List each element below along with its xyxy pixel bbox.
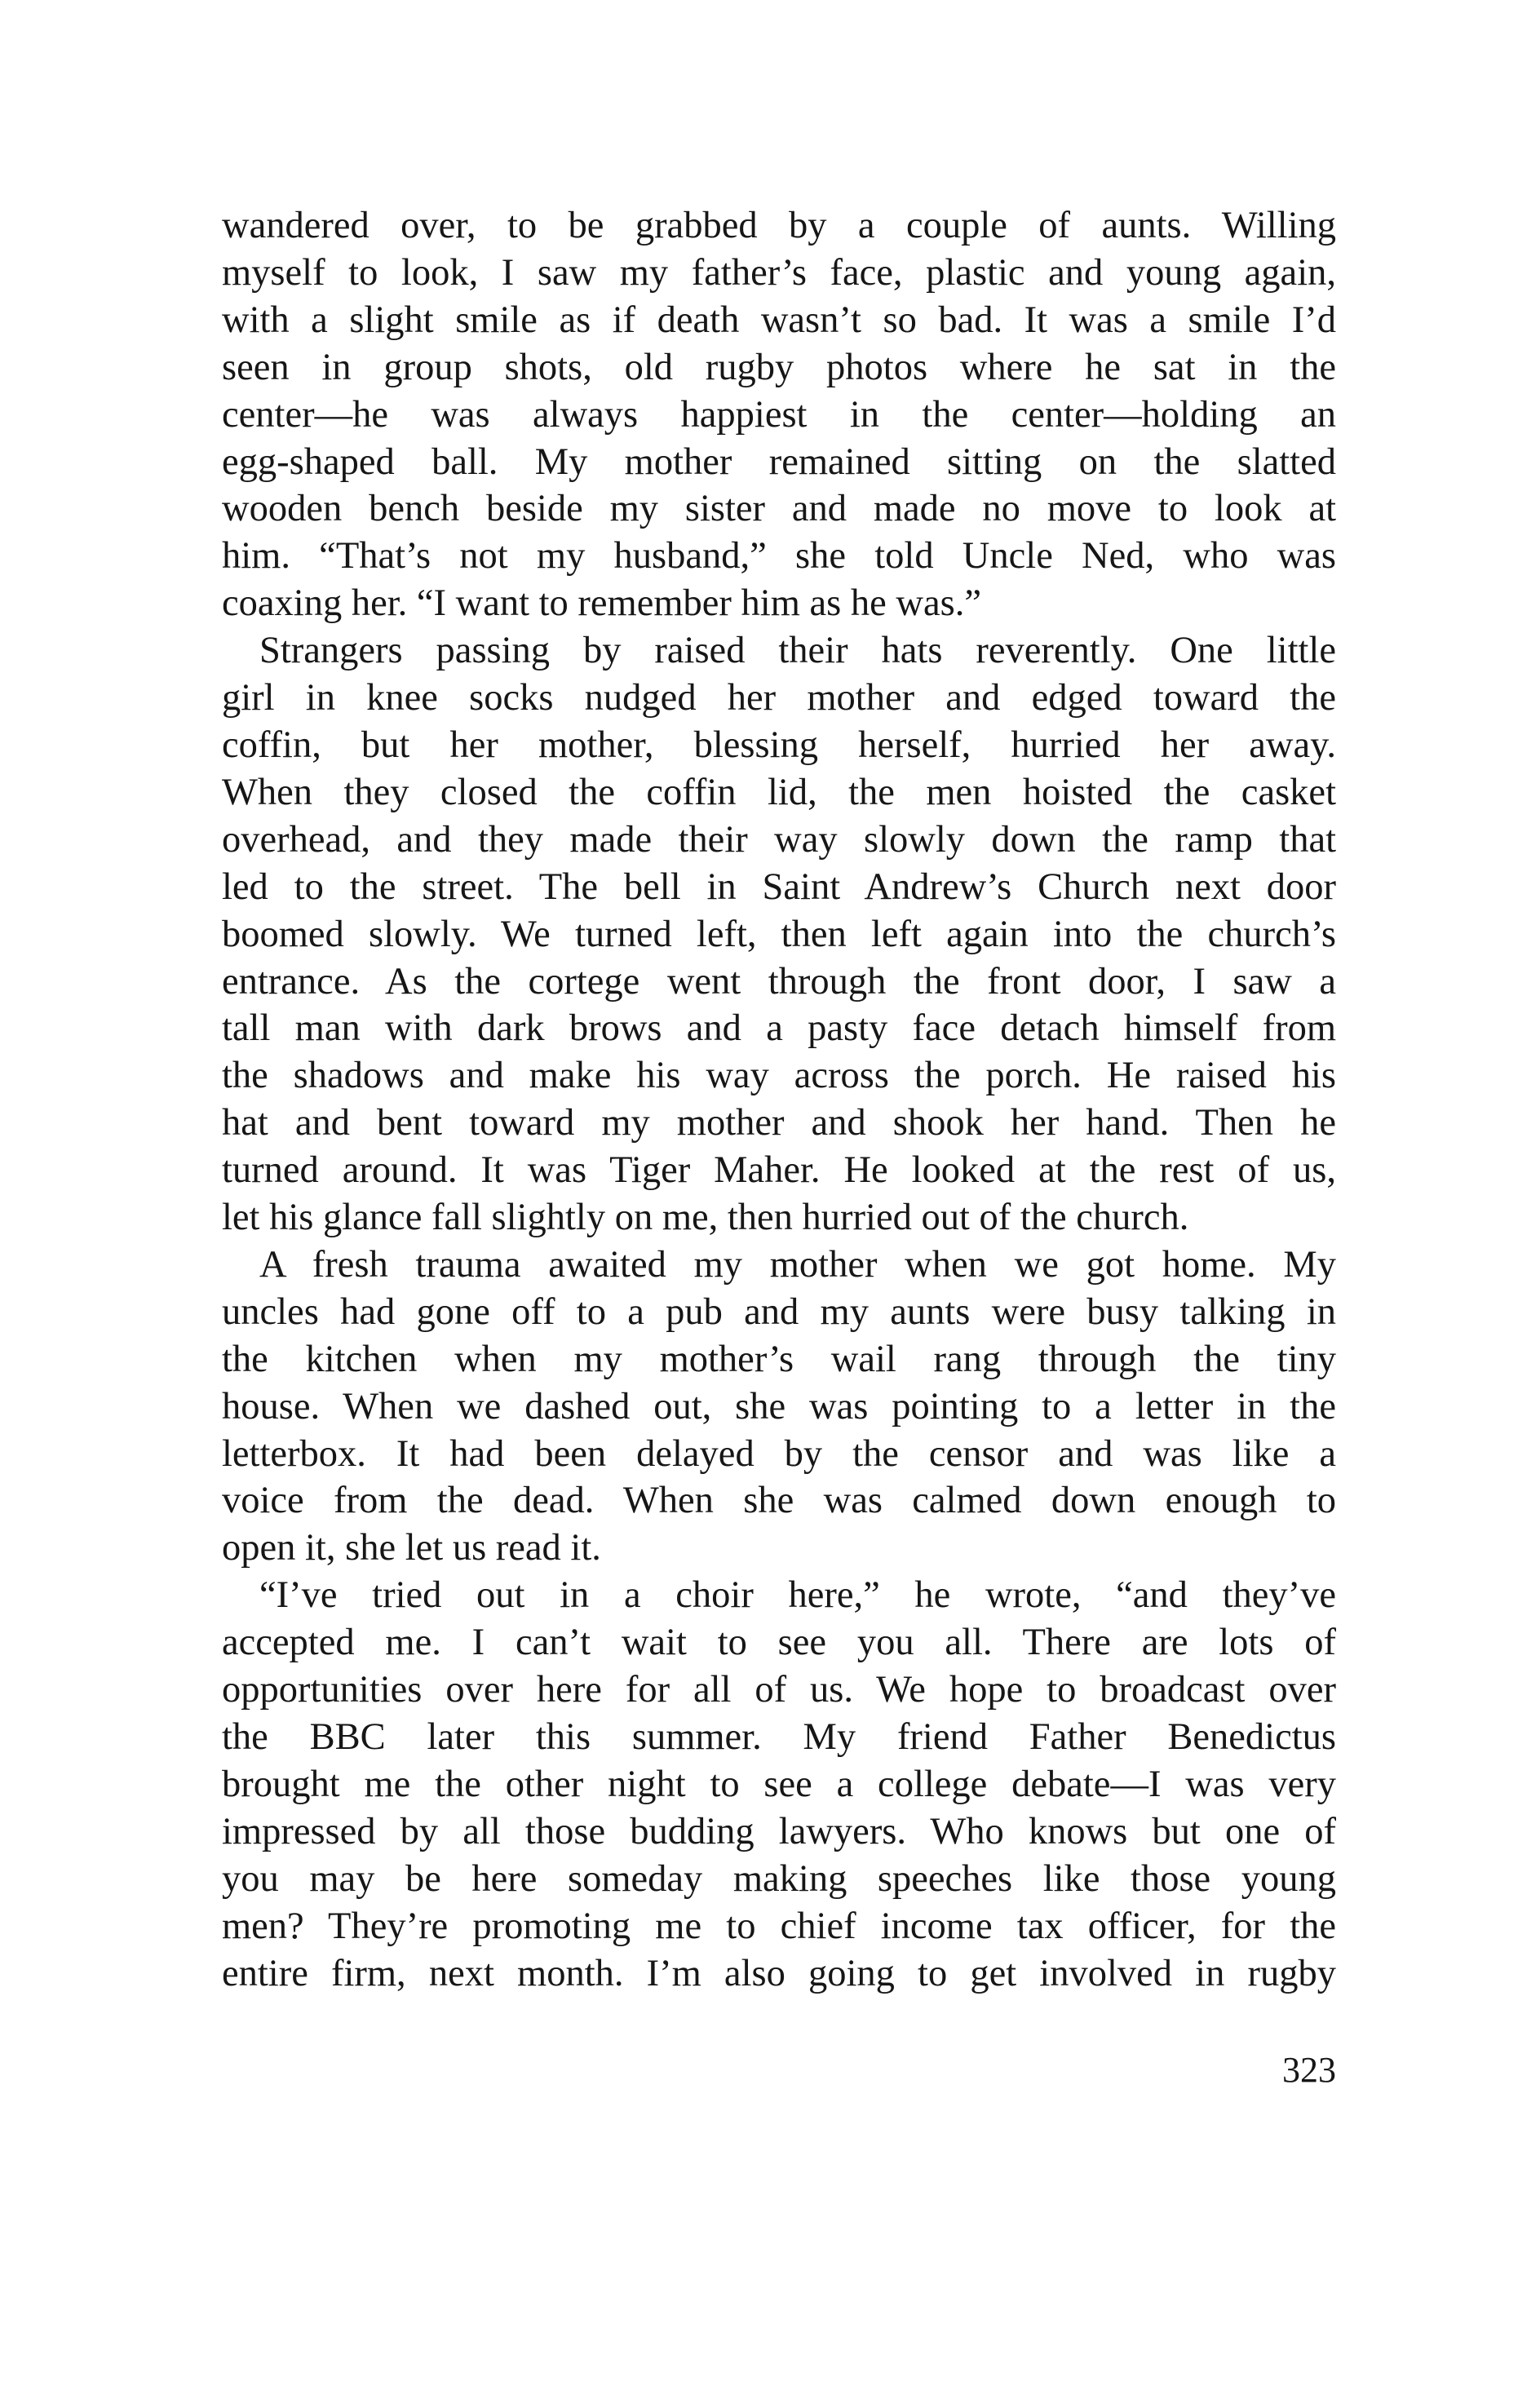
text-line: overhead, and they made their way slowly down the ramp that: [222, 818, 1336, 861]
page-number: 323: [1282, 2050, 1336, 2090]
text-line: led to the street. The bell in Saint Andrew’s Church next door: [222, 865, 1336, 908]
text-line: wandered over, to be grabbed by a couple of aunts. Willing: [222, 205, 1336, 246]
text-line: impressed by all those budding lawyers. Who knows but one of: [222, 1810, 1336, 1852]
text-line: egg-shaped ball. My mother remained sitting on the slatted: [222, 440, 1336, 483]
text-line: coffin, but her mother, blessing herself, hurried her away.: [222, 724, 1336, 766]
text-line: brought me the other night to see a college debate—I was very: [222, 1763, 1336, 1805]
text-line: When they closed the coffin lid, the men hoisted the casket: [222, 771, 1336, 813]
text-line: entire firm, next month. I’m also going to get involved in rugby: [222, 1952, 1336, 1994]
text-line: letterbox. It had been delayed by the censor and was like a: [222, 1432, 1336, 1475]
text-line: myself to look, I saw my father’s face, plastic and young again,: [222, 251, 1336, 294]
text-line: Strangers passing by raised their hats reverently. One little: [259, 630, 1336, 672]
text-line: accepted me. I can’t wait to see you all. There are lots of: [222, 1622, 1336, 1664]
text-line: girl in knee socks nudged her mother and edged toward the: [222, 677, 1336, 719]
text-line: boomed slowly. We turned left, then left again into the church’s: [222, 913, 1336, 955]
text-line: wooden bench beside my sister and made no move to look at: [222, 488, 1336, 530]
text-line: hat and bent toward my mother and shook her hand. Then he: [222, 1102, 1336, 1144]
text-line: the shadows and make his way across the porch. He raised his: [222, 1055, 1336, 1097]
paragraph: [222, 202, 1336, 627]
text-line: with a slight smile as if death wasn’t so bad. It was a smile I’d: [222, 299, 1336, 341]
text-line: the kitchen when my mother’s wail rang through the tiny: [222, 1338, 1336, 1380]
text-line: entrance. As the cortege went through the front door, I saw a: [222, 960, 1336, 1003]
text-line: coaxing her. “I want to remember him as he was.”: [222, 582, 981, 625]
text-line: him. “That’s not my husband,” she told Uncle Ned, who was: [222, 535, 1336, 578]
paragraph: [222, 1572, 1336, 1997]
paragraph: [222, 627, 1336, 1242]
text-line: you may be here someday making speeches like those young: [222, 1857, 1336, 1900]
text-line: center—he was always happiest in the center—holding an: [222, 393, 1336, 436]
paragraph: [222, 1242, 1336, 1572]
body-text: [222, 202, 1336, 1997]
text-line: seen in group shots, old rugby photos where he sat in the: [222, 346, 1336, 388]
text-line: open it, she let us read it.: [222, 1527, 601, 1569]
text-line: A fresh trauma awaited my mother when we got home. My: [259, 1243, 1336, 1286]
text-line: house. When we dashed out, she was pointing to a letter in the: [222, 1385, 1336, 1427]
text-line: opportunities over here for all of us. We hope to broadcast over: [222, 1669, 1336, 1711]
text-line: voice from the dead. When she was calmed down enough to: [222, 1480, 1336, 1522]
text-line: uncles had gone off to a pub and my aunts were busy talking in: [222, 1290, 1336, 1333]
text-line: turned around. It was Tiger Maher. He looked at the rest of us,: [222, 1149, 1336, 1192]
text-line: men? They’re promoting me to chief income tax officer, for the: [222, 1905, 1336, 1947]
text-line: let his glance fall slightly on me, then hurried out of the church.: [222, 1197, 1189, 1239]
text-line: the BBC later this summer. My friend Father Benedictus: [222, 1716, 1336, 1758]
text-line: tall man with dark brows and a pasty face detach himself from: [222, 1007, 1336, 1050]
text-line: “I’ve tried out in a choir here,” he wrote, “and they’ve: [259, 1574, 1336, 1617]
